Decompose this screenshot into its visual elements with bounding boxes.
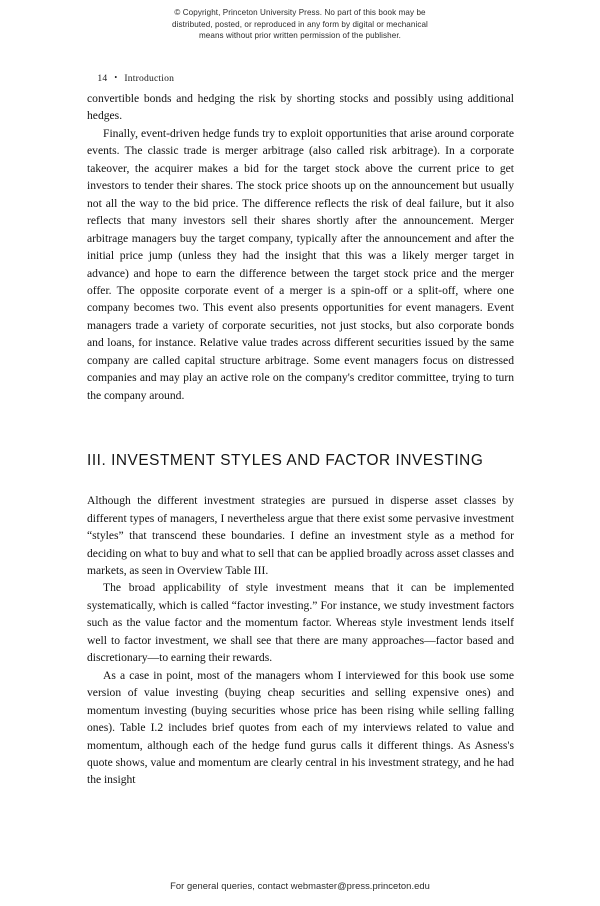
section-paragraph-2: The broad applicability of style investment means that it can be implemented systematically, which is called “factor investing.” For instance, we study investment factors such as the value factor and the momentum factor. Whereas style investment lends itself well to factor investment, we shall see that there are many approaches—factor based and discretionary—to earning their rewards. xyxy=(87,581,514,665)
paragraph-event-driven: Finally, event-driven hedge funds try to exploit opportunities that arise around corporate events. The classic trade is merger arbitrage (also called risk arbitrage). In a corporate takeover, the acquirer makes a bid for the target stock above the current price to get investors to tender their shares. The stock price shoots up on the announcement but usually not all the way to the bid price. The difference reflects the risk of deal failure, but it also reflects that many investors sell their shares shortly after the announcement. Merger arbitrage managers buy the target company, typically after the announcement and after the initial price jump (unless they had the insight that this was a likely merger target in advance) and hope to earn the difference between the target stock price and the merger offer. The opposite corporate event of a merger is a spin-off or a split-off, where one company becomes two. This event also presents opportunities for event managers. Event managers trade a variety of corporate securities, not just stocks, but also corporate bonds and loans, for instance. Relative value trades across different securities issued by the same company are called capital structure arbitrage. Some event managers focus on distressed companies and may play an active role on the company's creditor committee, trying to turn the company around. xyxy=(87,126,514,402)
copyright-line-2: distributed, posted, or reproduced in any form by digital or mechanical xyxy=(172,19,428,29)
chapter-title: Introduction xyxy=(124,73,175,84)
paragraph-continuation: convertible bonds and hedging the risk by shorting stocks and possibly using additional hedges. xyxy=(87,92,514,123)
separator-bullet-icon: • xyxy=(114,73,118,82)
copyright-notice xyxy=(0,7,600,42)
copyright-line-1: © Copyright, Princeton University Press. No part of this book may be xyxy=(174,8,426,17)
copyright-line-3: means without prior written permission of the publisher. xyxy=(198,31,402,41)
footer-text: For general queries, contact webmaster@press.princeton.edu xyxy=(170,880,430,891)
text-column xyxy=(87,90,514,789)
section-heading: III. INVESTMENT STYLES AND FACTOR INVESTING xyxy=(87,452,484,470)
page-footer xyxy=(0,879,600,892)
section-paragraph-1: Although the different investment strategies are pursued in disperse asset classes by different types of managers, I nevertheless argue that there exist some pervasive investment “styles” that transcend these boundaries. I define an investment style as a method for deciding on what to buy and what to sell that can be applied broadly across asset classes and markets, as seen in Overview Table III. xyxy=(87,494,514,577)
page-number: 14 xyxy=(97,73,108,84)
section-paragraph-3: As a case in point, most of the managers whom I interviewed for this book use some version of value investing (buying cheap securities and selling expensive ones) and momentum investing (buying securities whose price has been rising while selling falling ones). Table I.2 includes brief quotes from each of my interviews related to value and momentum, although each of the hedge fund gurus calls it different things. As Asness's quote shows, value and momentum are clearly central in his investment strategy, and he had the insight xyxy=(87,668,514,787)
